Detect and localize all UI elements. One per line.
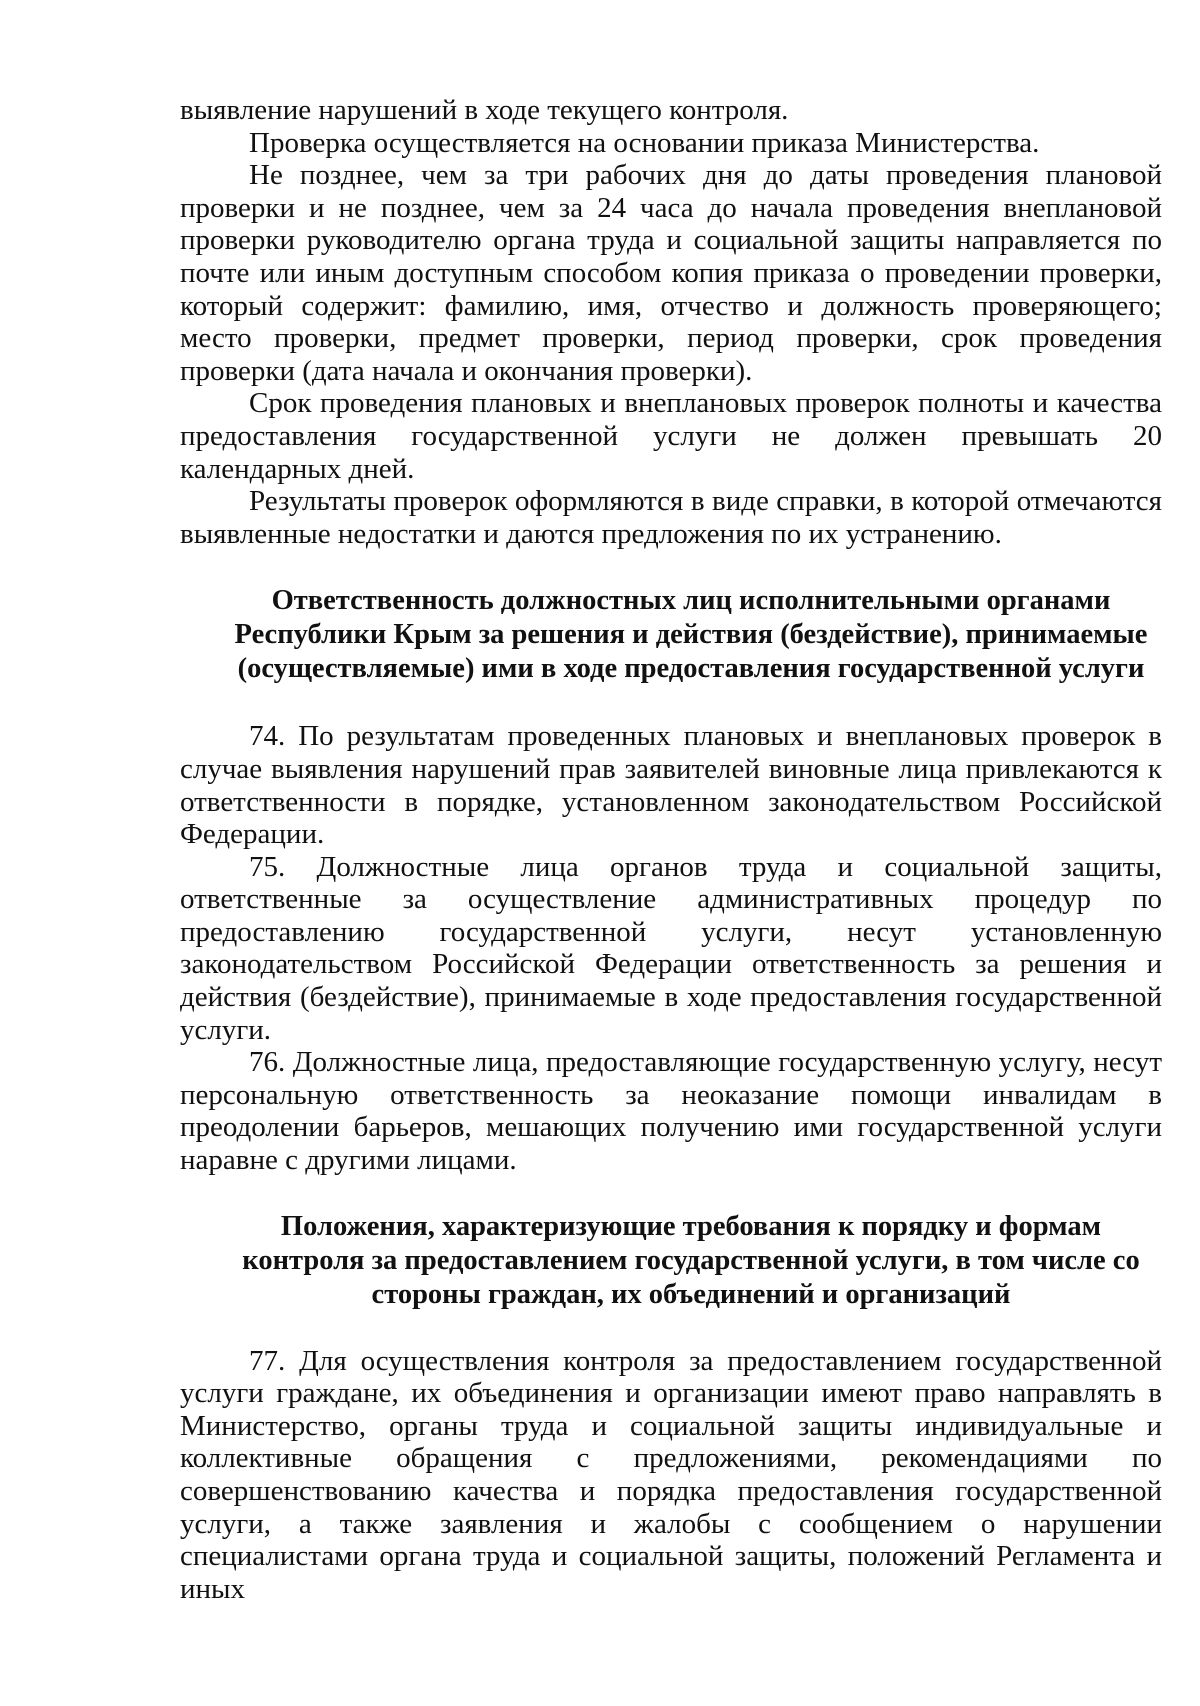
page-content	[180, 94, 1162, 1605]
heading-line: стороны граждан, их объединений и организаций	[371, 1278, 1011, 1310]
paragraph: Не позднее, чем за три рабочих дня до даты проведения плановой проверки и не позднее, чем за 24 часа до начала проведения внеплановой проверки руководителю органа труда и социальной защиты направляется по почте или иным доступным способом копия приказа о проведении проверки, который содержит: фамилию, имя, отчество и должность проверяющего; место проверки, предмет проверки, период проверки, срок проведения проверки (дата начала и окончания проверки).	[180, 159, 1162, 387]
paragraph-continuation: выявление нарушений в ходе текущего контроля.	[180, 94, 789, 126]
paragraph: Срок проведения плановых и внеплановых проверок полноты и качества предоставления государственной услуги не должен превышать 20 календарных дней.	[180, 387, 1162, 485]
heading-line: Ответственность должностных лиц исполнительными органами	[271, 585, 1111, 617]
heading-line: Республики Крым за решения и действия (бездействие), принимаемые	[234, 619, 1148, 651]
section-heading-responsibility	[180, 584, 1162, 686]
paragraph-item-77: 77. Для осуществления контроля за предоставлением государственной услуги граждане, их объединения и организации имеют право направлять в Министерство, органы труда и социальной защиты индивидуальные и коллективные обращения с предложениями, рекомендациями по совершенствованию качества и порядка предоставления государственной услуги, а также заявления и жалобы с сообщением о нарушении специалистами органа труда и социальной защиты, положений Регламента и иных	[180, 1344, 1162, 1605]
paragraph: Проверка осуществляется на основании приказа Министерства.	[249, 126, 1040, 159]
section-heading-control-requirements	[180, 1210, 1162, 1312]
heading-line: контроля за предоставлением государственной услуги, в том числе со	[242, 1244, 1140, 1276]
paragraph-item-76: 76. Должностные лица, предоставляющие государственную услугу, несут персональную ответственность за неоказание помощи инвалидам в преодолении барьеров, мешающих получению ими государственной услуги наравне с другими лицами.	[180, 1046, 1162, 1177]
paragraph-item-75: 75. Должностные лица органов труда и социальной защиты, ответственные за осуществление административных процедур по предоставлению государственной услуги, несут установленную законодательством Российской Федерации ответственность за решения и действия (бездействие), принимаемые в ходе предоставления государственной услуги.	[180, 850, 1162, 1046]
heading-line: Положения, характеризующие требования к порядку и формам	[280, 1210, 1102, 1242]
paragraph-item-74: 74. По результатам проведенных плановых и внеплановых проверок в случае выявления нарушений прав заявителей виновные лица привлекаются к ответственности в порядке, установленном законодательством Российской Федерации.	[180, 720, 1162, 851]
paragraph: Результаты проверок оформляются в виде справки, в которой отмечаются выявленные недостатки и даются предложения по их устранению.	[180, 485, 1162, 550]
heading-line: (осуществляемые) ими в ходе предоставления государственной услуги	[237, 653, 1145, 685]
